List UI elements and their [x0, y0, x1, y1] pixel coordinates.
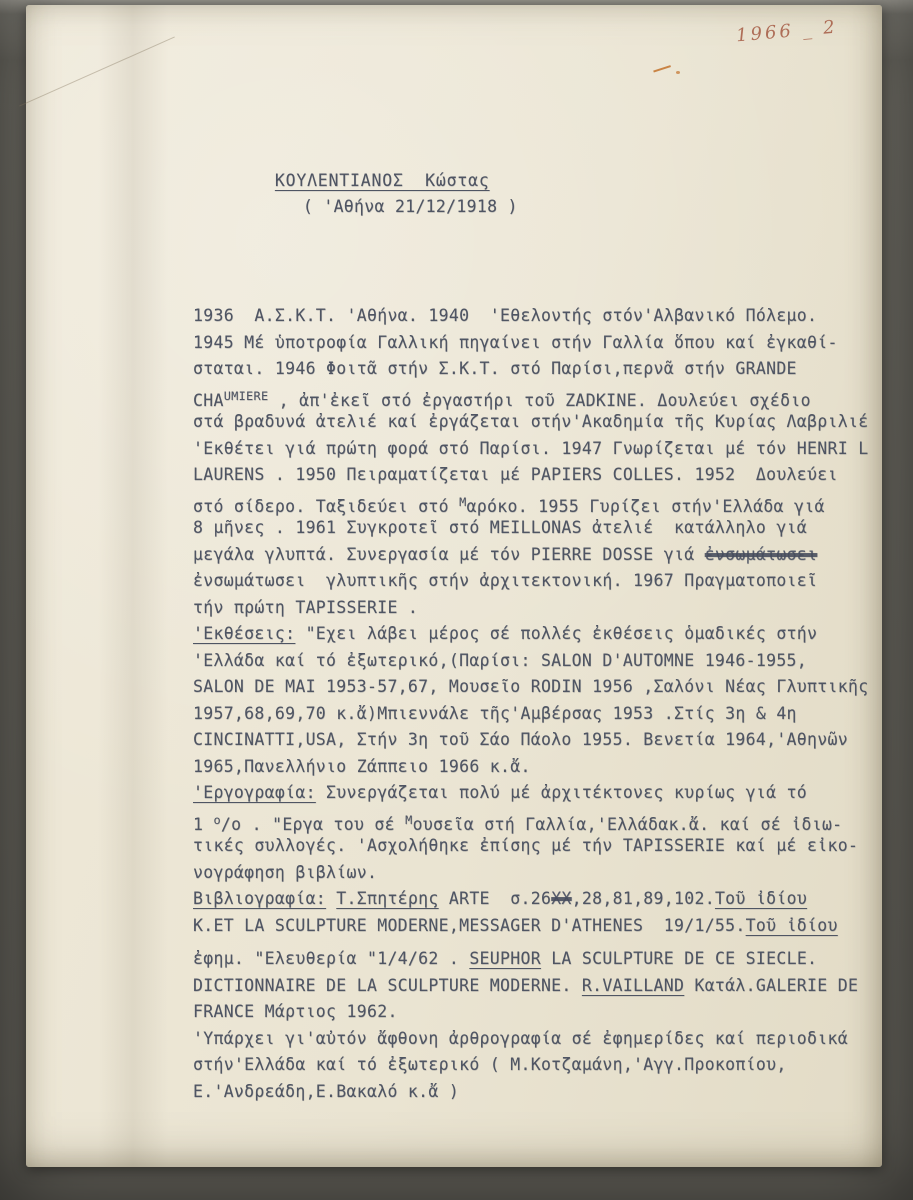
text-segment: SALON DE MAI 1953-57,67, Μουσεῖο RODIN 1956 ,Σαλόνι Νέας Γλυπτικῆς: [193, 677, 869, 696]
text-line: [193, 674, 899, 701]
text-segment: 'Υπάρχει γι'αὐτόν ἄφθονη ἀρθρογραφία σέ ἐφημερίδες καί περιοδικά: [193, 1028, 848, 1048]
document-title: ΚΟΥΛΕΝΤΙΑΝΟΣ Κώστας: [274, 170, 490, 190]
struck-text-segment: ΧΧ: [551, 889, 572, 908]
overtyped-correction-segment: ο: [213, 812, 221, 827]
text-segment: 1957,68,69,70 κ.ἄ)Μπιεννάλε τῆς'Αμβέρσας 1953 .Στίς 3η & 4η: [193, 703, 797, 723]
document-title-row: [193, 141, 899, 247]
text-line: [193, 754, 899, 781]
text-segment: 8 μῆνες . 1961 Συγκροτεῖ στό MEILLONAS ἀτελιέ κατάλληλο γιά: [193, 518, 808, 537]
text-segment: 1936 Α.Σ.Κ.Τ. 'Αθήνα. 1940 'Εθελοντής στόν'Αλβανικό Πόλεμο.: [193, 306, 818, 325]
text-segment: LAURENS . 1950 Πειραματίζεται μέ PAPIERS COLLES. 1952 Δουλεύει: [193, 465, 838, 484]
text-segment: στήν'Ελλάδα καί τό ἐξωτερικό ( Μ.Κοτζαμάνη,'Αγγ.Προκοπίου,: [193, 1055, 787, 1074]
text-segment: ,28,81,89,102.: [571, 889, 715, 908]
typewritten-document: [193, 141, 899, 1105]
text-line: [193, 621, 899, 648]
text-line: [193, 946, 899, 973]
text-line: [193, 999, 899, 1026]
text-line: [193, 356, 899, 383]
text-line: [193, 1052, 899, 1079]
underlined-text-segment: R.VAILLAND: [581, 975, 685, 995]
text-line: [193, 860, 899, 887]
text-segment: 'Ελλάδα καί τό ἐξωτερικό,(Παρίσι: SALON D'AUTOMNE 1946-1955,: [193, 650, 808, 670]
orange-pencil-dot: [676, 71, 680, 74]
text-segment: Συνεργάζεται πολύ μέ ἀρχιτέκτονες κυρίως γιά τό: [315, 783, 808, 802]
underlined-text-segment: Βιβλιογραφία:: [193, 889, 327, 908]
text-segment: Κατάλ.GALERIE DE: [684, 975, 859, 995]
underlined-text-segment: 'Εργογραφία:: [193, 783, 316, 802]
text-segment: αρόκο. 1955 Γυρίζει στήν'Ελλάδα γιά: [466, 496, 825, 516]
text-segment: σταται. 1946 Φοιτᾶ στήν Σ.Κ.Τ. στό Παρίσι,περνᾶ στήν GRANDE: [193, 359, 797, 378]
text-line: [193, 780, 899, 807]
overtyped-correction-segment: Μ: [459, 494, 467, 509]
text-line: [193, 833, 899, 860]
text-line: [193, 807, 899, 834]
document-date: ( 'Αθήνα 21/12/1918 ): [302, 197, 518, 216]
handwritten-archive-number: 1966 _ 2: [735, 16, 839, 47]
overtyped-correction-segment: UMIERE: [223, 388, 269, 403]
text-segment: /ο . "Εργα του σέ: [220, 814, 406, 834]
text-segment: στά βραδυνά ἀτελιέ καί ἐργάζεται στήν'Ακαδημία τῆς Κυρίας Λαβριλιέ: [193, 412, 869, 431]
text-line: [193, 383, 899, 410]
text-line: [193, 886, 899, 913]
text-line: [193, 462, 899, 489]
text-segment: 1945 Μέ ὑποτροφία Γαλλική πηγαίνει στήν Γαλλία ὅπου καί ἐγκαθί-: [193, 332, 838, 352]
text-segment: CINCINATTI,USA, Στήν 3η τοῦ Σάο Πάολο 1955. Βενετία 1964,'Αθηνῶν: [193, 730, 848, 749]
text-line: [193, 913, 899, 940]
text-segment: ἐνσωμάτωσει γλυπτικῆς στήν ἀρχιτεκτονική. 1967 Πραγματοποιεῖ: [193, 571, 818, 590]
text-segment: , ἀπ'ἐκεῖ στό ἐργαστήρι τοῦ ZADKINE. Δουλεύει σχέδιο: [268, 390, 811, 410]
text-segment: τικές συλλογές. 'Ασχολήθηκε ἐπίσης μέ τήν TAPISSERIE καί μέ εἰκο-: [193, 836, 859, 855]
text-segment: μεγάλα γλυπτά. Συνεργασία μέ τόν PIERRE DOSSE γιά: [193, 544, 705, 564]
text-segment: ἐφημ. "Ελευθερία "1/4/62 .: [193, 949, 470, 968]
document-body: [193, 303, 899, 1105]
text-line: [193, 595, 899, 622]
text-line: [193, 409, 899, 436]
underlined-text-segment: SEUPHOR: [469, 949, 541, 968]
struck-text-segment: ἐνσωμάτωσει: [704, 544, 818, 564]
text-line: [193, 489, 899, 516]
underlined-text-segment: 'Εκθέσεις:: [193, 624, 296, 643]
text-line: [193, 542, 899, 569]
text-segment: στό σίδερο. Ταξιδεύει στό: [193, 496, 460, 516]
text-line: [193, 303, 899, 330]
underlined-text-segment: Τ.Σπητέρης: [336, 889, 439, 908]
text-segment: ουσεῖα στή Γαλλία,'Ελλάδακ.ἄ. καί σέ ἰδιω-: [412, 814, 843, 834]
text-segment: 1: [193, 814, 214, 834]
text-line: [193, 515, 899, 542]
text-segment: LA SCULPTURE DE CE SIECLE.: [540, 949, 818, 968]
paper-sheet: [26, 5, 882, 1167]
text-segment: K.ET LA SCULPTURE MODERNE,MESSAGER D'ATHENES 19/1/55.: [193, 915, 746, 935]
underlined-text-segment: Τοῦ ἰδίου: [714, 889, 808, 908]
text-segment: DICTIONNAIRE DE LA SCULPTURE MODERNE.: [193, 975, 582, 995]
text-segment: 'Εκθέτει γιά πρώτη φορά στό Παρίσι. 1947 Γνωρίζεται μέ τόν HENRI L: [193, 438, 869, 458]
paper-crease: [98, 5, 168, 1167]
text-segment: CHA: [193, 390, 224, 410]
text-line: [193, 973, 899, 1000]
text-segment: ARTE σ.26: [438, 889, 552, 908]
text-line: [193, 330, 899, 357]
text-segment: Ε.'Ανδρεάδη,Ε.Βακαλό κ.ἄ ): [193, 1081, 460, 1101]
text-line: [193, 648, 899, 675]
text-line: [193, 436, 899, 463]
underlined-text-segment: Τοῦ ἰδίου: [745, 915, 838, 935]
text-line: [193, 1079, 899, 1106]
text-line: [193, 727, 899, 754]
text-segment: νογράφηση βιβλίων.: [193, 862, 378, 882]
text-segment: "Εχει λάβει μέρος σέ πολλές ἐκθέσεις ὁμαδικές στήν: [295, 624, 818, 643]
text-segment: τήν πρώτη TAPISSERIE .: [193, 597, 419, 617]
text-line: [193, 701, 899, 728]
text-line: [193, 1026, 899, 1053]
orange-pencil-mark: [651, 58, 671, 72]
text-segment: FRANCE Μάρτιος 1962.: [193, 1002, 398, 1021]
text-segment: 1965,Πανελλήνιο Ζάππειο 1966 κ.ἄ.: [193, 756, 531, 776]
text-segment: [326, 889, 336, 908]
overtyped-correction-segment: Μ: [405, 812, 413, 827]
text-line: [193, 568, 899, 595]
